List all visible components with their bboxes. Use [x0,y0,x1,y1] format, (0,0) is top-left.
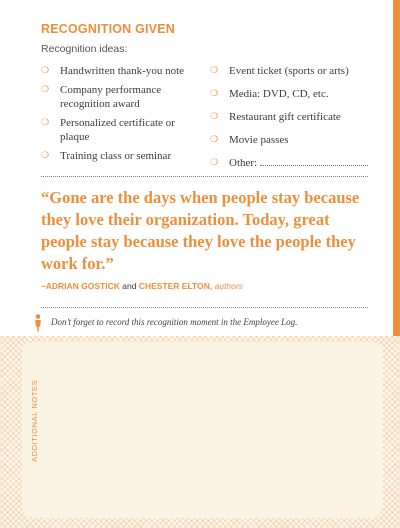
checkbox-circle-icon[interactable]: ❍ [41,118,50,128]
idea-item[interactable] [210,133,370,147]
idea-item[interactable] [41,149,206,163]
ideas-list-right [210,64,370,179]
checkbox-circle-icon[interactable]: ❍ [210,135,219,145]
idea-item[interactable] [210,64,370,78]
divider [41,176,368,177]
ideas-label: Recognition ideas: [41,43,128,55]
checkbox-circle-icon[interactable]: ❍ [41,66,50,76]
idea-label: Event ticket (sports or arts) [229,65,349,77]
checkbox-circle-icon[interactable]: ❍ [210,112,219,122]
other-fill-line[interactable] [260,156,368,166]
idea-label: Training class or seminar [60,150,172,162]
pull-quote: “Gone are the days when people stay because they love their organization. Today, great people stay because they love the people they work for.” [41,188,360,273]
idea-item[interactable] [41,116,206,144]
ideas-list-left [41,64,206,163]
idea-label: Movie passes [229,134,289,146]
idea-label: Personalized certificate or plaque [60,117,175,143]
person-icon [34,314,42,332]
idea-item[interactable] [210,87,370,101]
idea-label: Company performance recognition award [60,84,162,110]
checkbox-circle-icon[interactable]: ❍ [210,158,219,168]
checkbox-circle-icon[interactable]: ❍ [41,85,50,95]
section-title: RECOGNITION GIVEN [41,22,175,36]
idea-item[interactable] [210,110,370,124]
quote-attribution [41,281,243,291]
author-name: CHESTER ELTON, [138,281,213,291]
author-name: –ADRIAN GOSTICK [41,281,120,291]
author-role: authors [214,281,243,291]
checkbox-circle-icon[interactable]: ❍ [210,66,219,76]
additional-notes-label: ADDITIONAL NOTES [30,379,39,462]
checkbox-circle-icon[interactable]: ❍ [41,151,50,161]
idea-item-other[interactable] [210,156,370,170]
idea-label: Media: DVD, CD, etc. [229,88,329,100]
author-conjunction: and [122,281,137,291]
idea-item[interactable] [41,64,206,78]
idea-item[interactable] [41,83,206,111]
idea-label: Handwritten thank-you note [60,65,185,77]
checkbox-circle-icon[interactable]: ❍ [210,89,219,99]
idea-label: Restaurant gift certificate [229,111,341,123]
idea-label: Other: [229,157,258,169]
divider [41,307,368,308]
employee-log-reminder: Don’t forget to record this recognition moment in the Employee Log. [51,317,298,327]
additional-notes-area[interactable] [22,342,383,518]
